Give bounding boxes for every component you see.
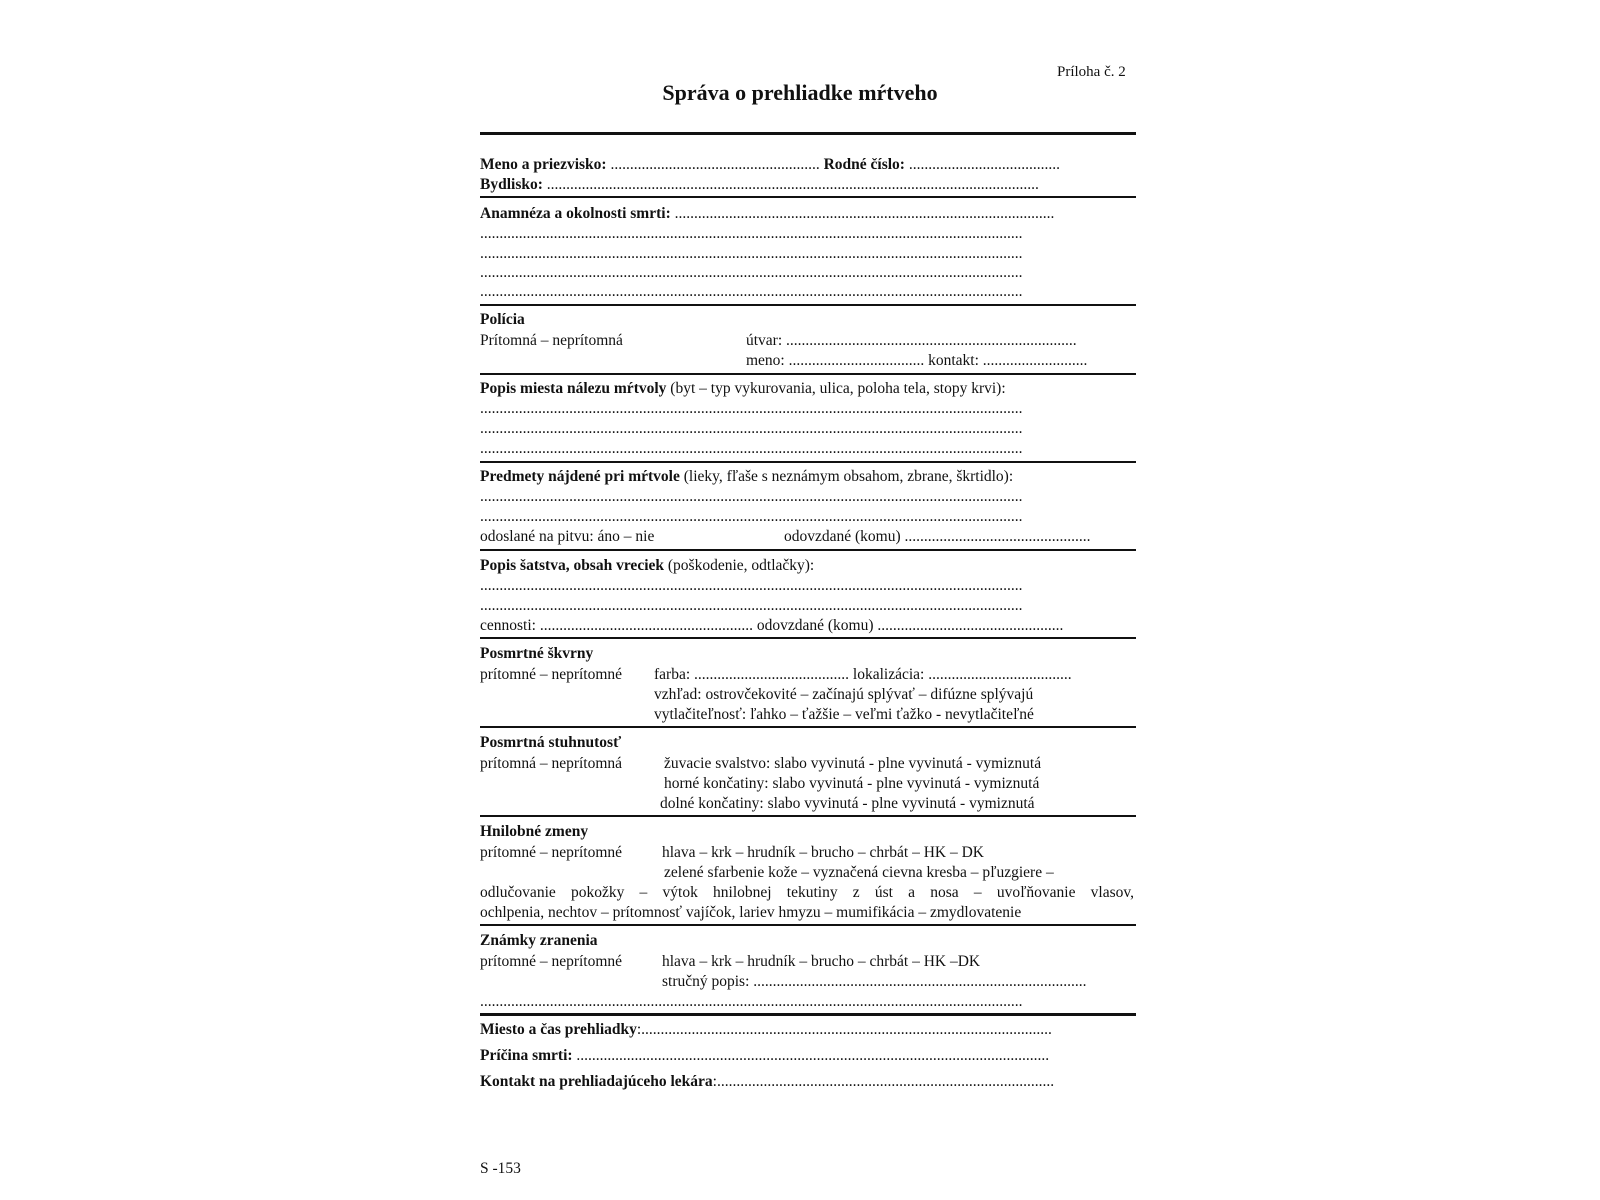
- clothes-line[interactable]: ............................................................................................................................................: [480, 597, 1023, 614]
- items-line[interactable]: ............................................................................................................................................: [480, 488, 1023, 505]
- decay-line[interactable]: ochlpenia, nechtov – prítomnosť vajíčok, lariev hmyzu – mumifikácia – zmydlovatenie: [480, 904, 1022, 921]
- address-field[interactable]: ...............................................................................................................................: [546, 176, 1039, 193]
- items-label: Predmety nájdené pri mŕtvole: [480, 468, 680, 485]
- livor-compress[interactable]: vytlačiteľnosť: ľahko – ťažšie – veľmi ťažko - nevytlačiteľné: [654, 706, 1034, 723]
- cause-label: Príčina smrti:: [480, 1047, 573, 1064]
- birth-number-label: Rodné číslo:: [823, 156, 905, 173]
- anamnesis-field[interactable]: ..................................................................................................: [674, 205, 1055, 222]
- injury-regions[interactable]: hlava – krk – hrudník – brucho – chrbát – HK –DK: [662, 953, 981, 970]
- scene-line[interactable]: ............................................................................................................................................: [480, 420, 1023, 437]
- clothes-label: Popis šatstva, obsah vreciek: [480, 557, 665, 574]
- clothes-row: [480, 557, 814, 575]
- items-row: [480, 468, 1013, 486]
- decay-line[interactable]: odlučovanie pokožky – výtok hnilobnej tekutiny z úst a nosa – uvoľňovanie vlasov,: [480, 884, 1134, 901]
- items-handed-field[interactable]: odovzdané (komu) ................................................: [784, 528, 1091, 545]
- injury-presence[interactable]: prítomné – neprítomné: [480, 953, 623, 970]
- valuables-field[interactable]: cennosti: ....................................................... odovzdané (komu) ................................................: [480, 617, 1064, 634]
- divider: [480, 637, 1136, 639]
- police-presence[interactable]: Prítomná – neprítomná: [480, 332, 623, 349]
- police-name-field[interactable]: meno: ...................................: [746, 352, 925, 369]
- items-line[interactable]: ............................................................................................................................................: [480, 508, 1023, 525]
- injury-heading: Známky zranenia: [480, 932, 598, 949]
- livor-heading: Posmrtné škvrny: [480, 645, 594, 662]
- scene-row: [480, 380, 1006, 398]
- livor-presence[interactable]: prítomné – neprítomné: [480, 666, 623, 683]
- cause-field[interactable]: ..........................................................................................................................: [572, 1047, 1050, 1064]
- cause-row: [480, 1047, 1049, 1065]
- livor-look[interactable]: vzhľad: ostrovčekovité – začínajú splývať – difúzne splývajú: [654, 686, 1034, 703]
- decay-heading: Hnilobné zmeny: [480, 823, 589, 840]
- clothes-line[interactable]: ............................................................................................................................................: [480, 577, 1023, 594]
- clothes-hint: (poškodenie, odtlačky):: [664, 557, 815, 574]
- name-row: [480, 156, 1060, 174]
- livor-color-field[interactable]: farba: ........................................ lokalizácia: .....................................: [654, 666, 1072, 683]
- divider: [480, 549, 1136, 551]
- injury-line[interactable]: ............................................................................................................................................: [480, 993, 1023, 1010]
- rigor-upper[interactable]: horné končatiny: slabo vyvinutá - plne vyvinutá - vymiznutá: [664, 775, 1040, 792]
- rigor-presence[interactable]: prítomná – neprítomná: [480, 755, 623, 772]
- place-time-row: [480, 1021, 1052, 1039]
- scene-label: Popis miesta nálezu mŕtvoly: [480, 380, 667, 397]
- doctor-label: Kontakt na prehliadajúceho lekára: [480, 1073, 713, 1090]
- divider: [480, 1013, 1136, 1016]
- anamnesis-line[interactable]: ............................................................................................................................................: [480, 264, 1023, 281]
- injury-brief-field[interactable]: stručný popis: ......................................................................................: [662, 973, 1087, 990]
- police-heading: Polícia: [480, 311, 525, 328]
- page-number: S -153: [480, 1160, 521, 1177]
- divider: [480, 373, 1136, 375]
- address-row: [480, 176, 1039, 194]
- anamnesis-row: [480, 205, 1054, 223]
- scene-line[interactable]: ............................................................................................................................................: [480, 440, 1023, 457]
- scene-hint: (byt – typ vykurovania, ulica, poloha tela, stopy krvi):: [666, 380, 1006, 397]
- anamnesis-line[interactable]: ............................................................................................................................................: [480, 283, 1023, 300]
- divider: [480, 304, 1136, 306]
- birth-number-field[interactable]: .......................................: [908, 156, 1060, 173]
- annex-label: Príloha č. 2: [1057, 64, 1126, 80]
- doctor-row: [480, 1073, 1054, 1091]
- anamnesis-line[interactable]: ............................................................................................................................................: [480, 245, 1023, 262]
- decay-regions[interactable]: hlava – krk – hrudník – brucho – chrbát – HK – DK: [662, 844, 984, 861]
- decay-presence[interactable]: prítomné – neprítomné: [480, 844, 623, 861]
- rigor-jaw[interactable]: žuvacie svalstvo: slabo vyvinutá - plne vyvinutá - vymiznutá: [664, 755, 1042, 772]
- name-field[interactable]: ......................................................: [610, 156, 820, 173]
- divider: [480, 132, 1136, 135]
- rigor-lower[interactable]: dolné končatiny: slabo vyvinutá - plne vyvinutá - vymiznutá: [660, 795, 1035, 812]
- address-label: Bydlisko:: [480, 176, 543, 193]
- name-label: Meno a priezvisko:: [480, 156, 607, 173]
- divider: [480, 461, 1136, 463]
- divider: [480, 726, 1136, 728]
- place-time-label: Miesto a čas prehliadky: [480, 1021, 637, 1038]
- scene-line[interactable]: ............................................................................................................................................: [480, 400, 1023, 417]
- page-title: Správa o prehliadke mŕtveho: [662, 80, 938, 105]
- police-contact-field[interactable]: kontakt: ...........................: [928, 352, 1088, 369]
- rigor-heading: Posmrtná stuhnutosť: [480, 734, 622, 751]
- decay-line[interactable]: zelené sfarbenie kože – vyznačená cievna kresba – pľuzgiere –: [664, 864, 1054, 881]
- doctor-field[interactable]: :.......................................................................................: [712, 1073, 1055, 1090]
- anamnesis-label: Anamnéza a okolnosti smrti:: [480, 205, 671, 222]
- divider: [480, 815, 1136, 817]
- anamnesis-line[interactable]: ............................................................................................................................................: [480, 225, 1023, 242]
- items-hint: (lieky, fľaše s neznámym obsahom, zbrane, škrtidlo):: [679, 468, 1014, 485]
- police-unit-field[interactable]: útvar: ...........................................................................: [746, 332, 1077, 349]
- divider: [480, 924, 1136, 926]
- divider: [480, 196, 1136, 198]
- items-sent[interactable]: odoslané na pitvu: áno – nie: [480, 528, 655, 545]
- police-contact-row: [746, 352, 1087, 370]
- place-time-field[interactable]: :..........................................................................................................: [636, 1021, 1052, 1038]
